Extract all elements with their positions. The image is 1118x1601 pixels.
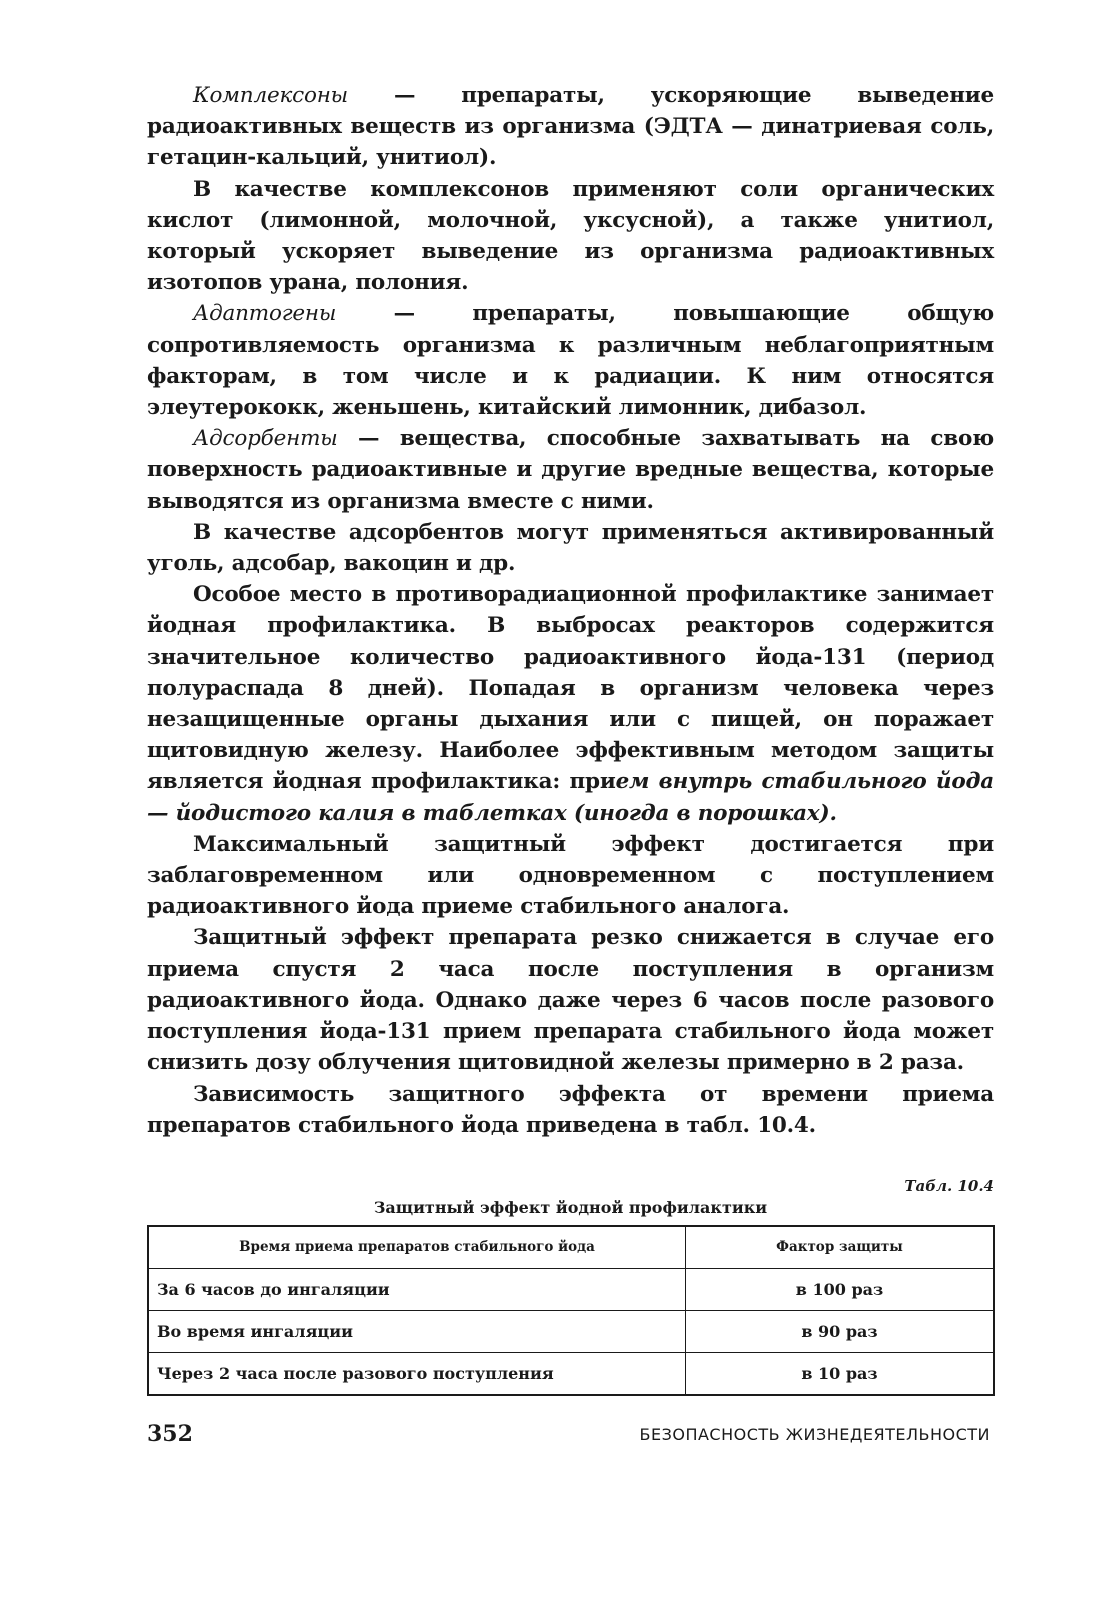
paragraph-text: Защитный эффект препарата резко снижается в случае его приема спустя 2 часа после поступления в организм радиоактивного йода. Однако даже через 6 часов после разового поступления йода-131 прием препарата стабильного йода может снизить дозу облучения щитовидной железы примерно в 2 раза. xyxy=(147,925,994,1076)
table-cell-factor: в 100 раз xyxy=(686,1268,995,1310)
page-body xyxy=(147,80,994,1396)
paragraph-text: В качестве адсорбентов могут применяться активированный уголь, адсобар, вакоцин и др. xyxy=(147,519,994,577)
term-adsorbents: Адсорбенты xyxy=(193,426,338,452)
paragraph-maximal-effect xyxy=(147,829,994,923)
paragraph-complexons-usage xyxy=(147,174,994,299)
paragraph-adsorbents-usage xyxy=(147,517,994,579)
table-header-row xyxy=(148,1226,994,1269)
protection-table xyxy=(147,1225,995,1396)
table-number: Табл. 10.4 xyxy=(904,1176,994,1195)
table-title: Защитный эффект йодной профилактики xyxy=(373,1197,768,1217)
paragraph-text: — препараты, ускоряющие выведение радиоактивных веществ из организма (ЭДТА — динатриевая соль, гетацин-кальций, унитиол). xyxy=(147,83,994,171)
term-complexons: Комплексоны xyxy=(193,83,348,108)
table-cell-factor: в 90 раз xyxy=(686,1310,995,1352)
table-row xyxy=(148,1268,994,1310)
paragraph-adaptogens xyxy=(147,298,994,423)
table-header-time: Время приема препаратов стабильного йода xyxy=(148,1226,686,1269)
paragraph-text: Максимальный защитный эффект достигается при заблаговременном или одновременном с поступлением радиоактивного йода приеме стабильного аналога. xyxy=(147,831,994,920)
term-adaptogens: Адаптогены xyxy=(193,301,337,327)
table-row xyxy=(148,1310,994,1352)
paragraph-adsorbents xyxy=(147,423,994,517)
table-cell-factor: в 10 раз xyxy=(686,1352,995,1395)
paragraph-text: — препараты, повышающие общую сопротивляемость организма к различным неблагоприятным факторам, в том числе и к радиации. К ним относятся элеутерококк, женьшень, китайский лимонник, дибазол. xyxy=(147,301,994,421)
paragraph-text-italic: ем внутрь стабильного йода — йодистого калия в таблетках (иногда в порошках). xyxy=(147,769,994,826)
paragraph-effect-decrease xyxy=(147,922,994,1078)
page-footer xyxy=(147,1421,994,1451)
paragraph-text: Особое место в противорадиационной профилактике занимает йодная профилактика. В выбросах реакторов содержится значительное количество радиоактивного йода-131 (период полураспада 8 дней). Попадая в организм человека через незащищенные органы дыхания или с пищей, он поражает щитовидную железу. Наиболее эффективным методом защиты является йодная профилактика: при xyxy=(147,582,994,795)
paragraph-complexons xyxy=(147,80,994,174)
table-cell-time: Через 2 часа после разового поступления xyxy=(148,1352,686,1395)
paragraph-text: Зависимость защитного эффекта от времени приема препаратов стабильного йода приведена в табл. 10.4. xyxy=(147,1081,994,1138)
table-cell-time: Во время ингаляции xyxy=(148,1310,686,1352)
page-number: 352 xyxy=(147,1421,193,1447)
table-cell-time: За 6 часов до ингаляции xyxy=(148,1268,686,1310)
table-row xyxy=(148,1352,994,1395)
running-title: БЕЗОПАСНОСТЬ ЖИЗНЕДЕЯТЕЛЬНОСТИ xyxy=(639,1425,990,1444)
table-header-factor: Фактор защиты xyxy=(686,1226,995,1269)
paragraph-table-reference xyxy=(147,1079,994,1141)
paragraph-text: — вещества, способные захватывать на свою поверхность радиоактивные и другие вредные вещества, которые выводятся из организма вместе с ними. xyxy=(147,426,994,514)
paragraph-iodine-prophylaxis xyxy=(147,579,994,829)
paragraph-text: В качестве комплексонов применяют соли органических кислот (лимонной, молочной, уксусной), а также унитиол, который ускоряет выведение из организма радиоактивных изотопов урана, полония. xyxy=(147,176,994,296)
